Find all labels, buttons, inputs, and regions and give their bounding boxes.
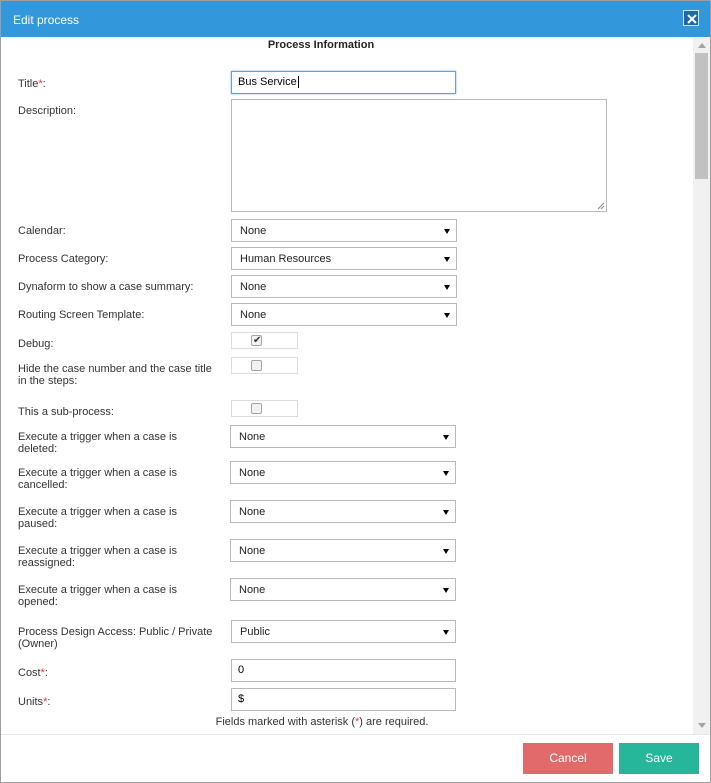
subprocess-label: This a sub-process: [18, 406, 114, 418]
routing-label: Routing Screen Template: [18, 309, 145, 321]
dynaform-select[interactable]: None [231, 275, 457, 298]
trigger-cancelled-select[interactable]: None [230, 461, 456, 484]
scroll-up-icon[interactable] [698, 43, 706, 48]
trigger-opened-label: Execute a trigger when a case is opened: [18, 584, 177, 608]
design-access-select[interactable]: Public [231, 620, 456, 643]
hide-case-label: Hide the case number and the case title in the steps: [18, 363, 212, 387]
dynaform-label: Dynaform to show a case summary: [18, 281, 194, 293]
cost-label: Cost*: [18, 667, 48, 679]
routing-select[interactable]: None [231, 303, 457, 326]
close-icon [687, 14, 697, 24]
cancel-button[interactable]: Cancel [523, 743, 613, 774]
section-heading: Process Information [267, 39, 375, 51]
scroll-down-icon[interactable] [698, 723, 706, 728]
category-label: Process Category: [18, 253, 109, 265]
design-access-label: Process Design Access: Public / Private (Owner) [18, 626, 213, 650]
vertical-scrollbar[interactable] [693, 37, 710, 734]
units-label: Units*: [18, 696, 51, 708]
hide-case-field [231, 357, 298, 374]
dialog-title: Edit process [13, 13, 80, 27]
chevron-down-icon [443, 435, 449, 440]
save-button[interactable]: Save [619, 743, 699, 774]
chevron-down-icon [444, 257, 450, 262]
cost-input[interactable]: 0 [231, 659, 456, 682]
calendar-label: Calendar: [18, 225, 66, 237]
chevron-down-icon [443, 549, 449, 554]
chevron-down-icon [443, 510, 449, 515]
hide-case-checkbox[interactable] [251, 360, 262, 371]
subprocess-field [231, 400, 298, 417]
trigger-deleted-label: Execute a trigger when a case is deleted: [18, 431, 177, 455]
units-input[interactable]: $ [231, 688, 456, 711]
description-textarea[interactable] [231, 99, 607, 212]
chevron-down-icon [444, 285, 450, 290]
chevron-down-icon [444, 229, 450, 234]
required-asterisk: * [40, 667, 45, 679]
trigger-reassigned-label: Execute a trigger when a case is reassigned: [18, 545, 177, 569]
trigger-cancelled-label: Execute a trigger when a case is cancelled: [18, 467, 177, 491]
trigger-reassigned-select[interactable]: None [230, 539, 456, 562]
checkmark-icon: ✔ [253, 335, 262, 346]
debug-label: Debug: [18, 338, 54, 350]
scrollbar-thumb[interactable] [695, 53, 708, 179]
debug-field [231, 332, 298, 349]
required-asterisk: * [38, 78, 43, 90]
required-asterisk: * [43, 696, 48, 708]
title-input[interactable]: Bus Service [231, 71, 456, 94]
chevron-down-icon [443, 471, 449, 476]
dialog-footer [1, 734, 710, 782]
dialog-titlebar [1, 1, 710, 37]
resize-grip-icon[interactable] [597, 202, 605, 210]
trigger-paused-label: Execute a trigger when a case is paused: [18, 506, 177, 530]
title-label: Title*: [18, 78, 46, 90]
chevron-down-icon [443, 588, 449, 593]
chevron-down-icon [444, 313, 450, 318]
calendar-select[interactable]: None [231, 219, 457, 242]
trigger-deleted-select[interactable]: None [230, 425, 456, 448]
chevron-down-icon [443, 630, 449, 635]
form-content [1, 37, 693, 734]
trigger-paused-select[interactable]: None [230, 500, 456, 523]
debug-checkbox[interactable] [251, 335, 262, 346]
subprocess-checkbox[interactable] [251, 403, 262, 414]
category-select[interactable]: Human Resources [231, 247, 457, 270]
trigger-opened-select[interactable]: None [230, 578, 456, 601]
description-label: Description: [18, 105, 77, 117]
close-button[interactable] [683, 10, 699, 26]
required-footnote: Fields marked with asterisk (*) are required. [215, 716, 429, 728]
